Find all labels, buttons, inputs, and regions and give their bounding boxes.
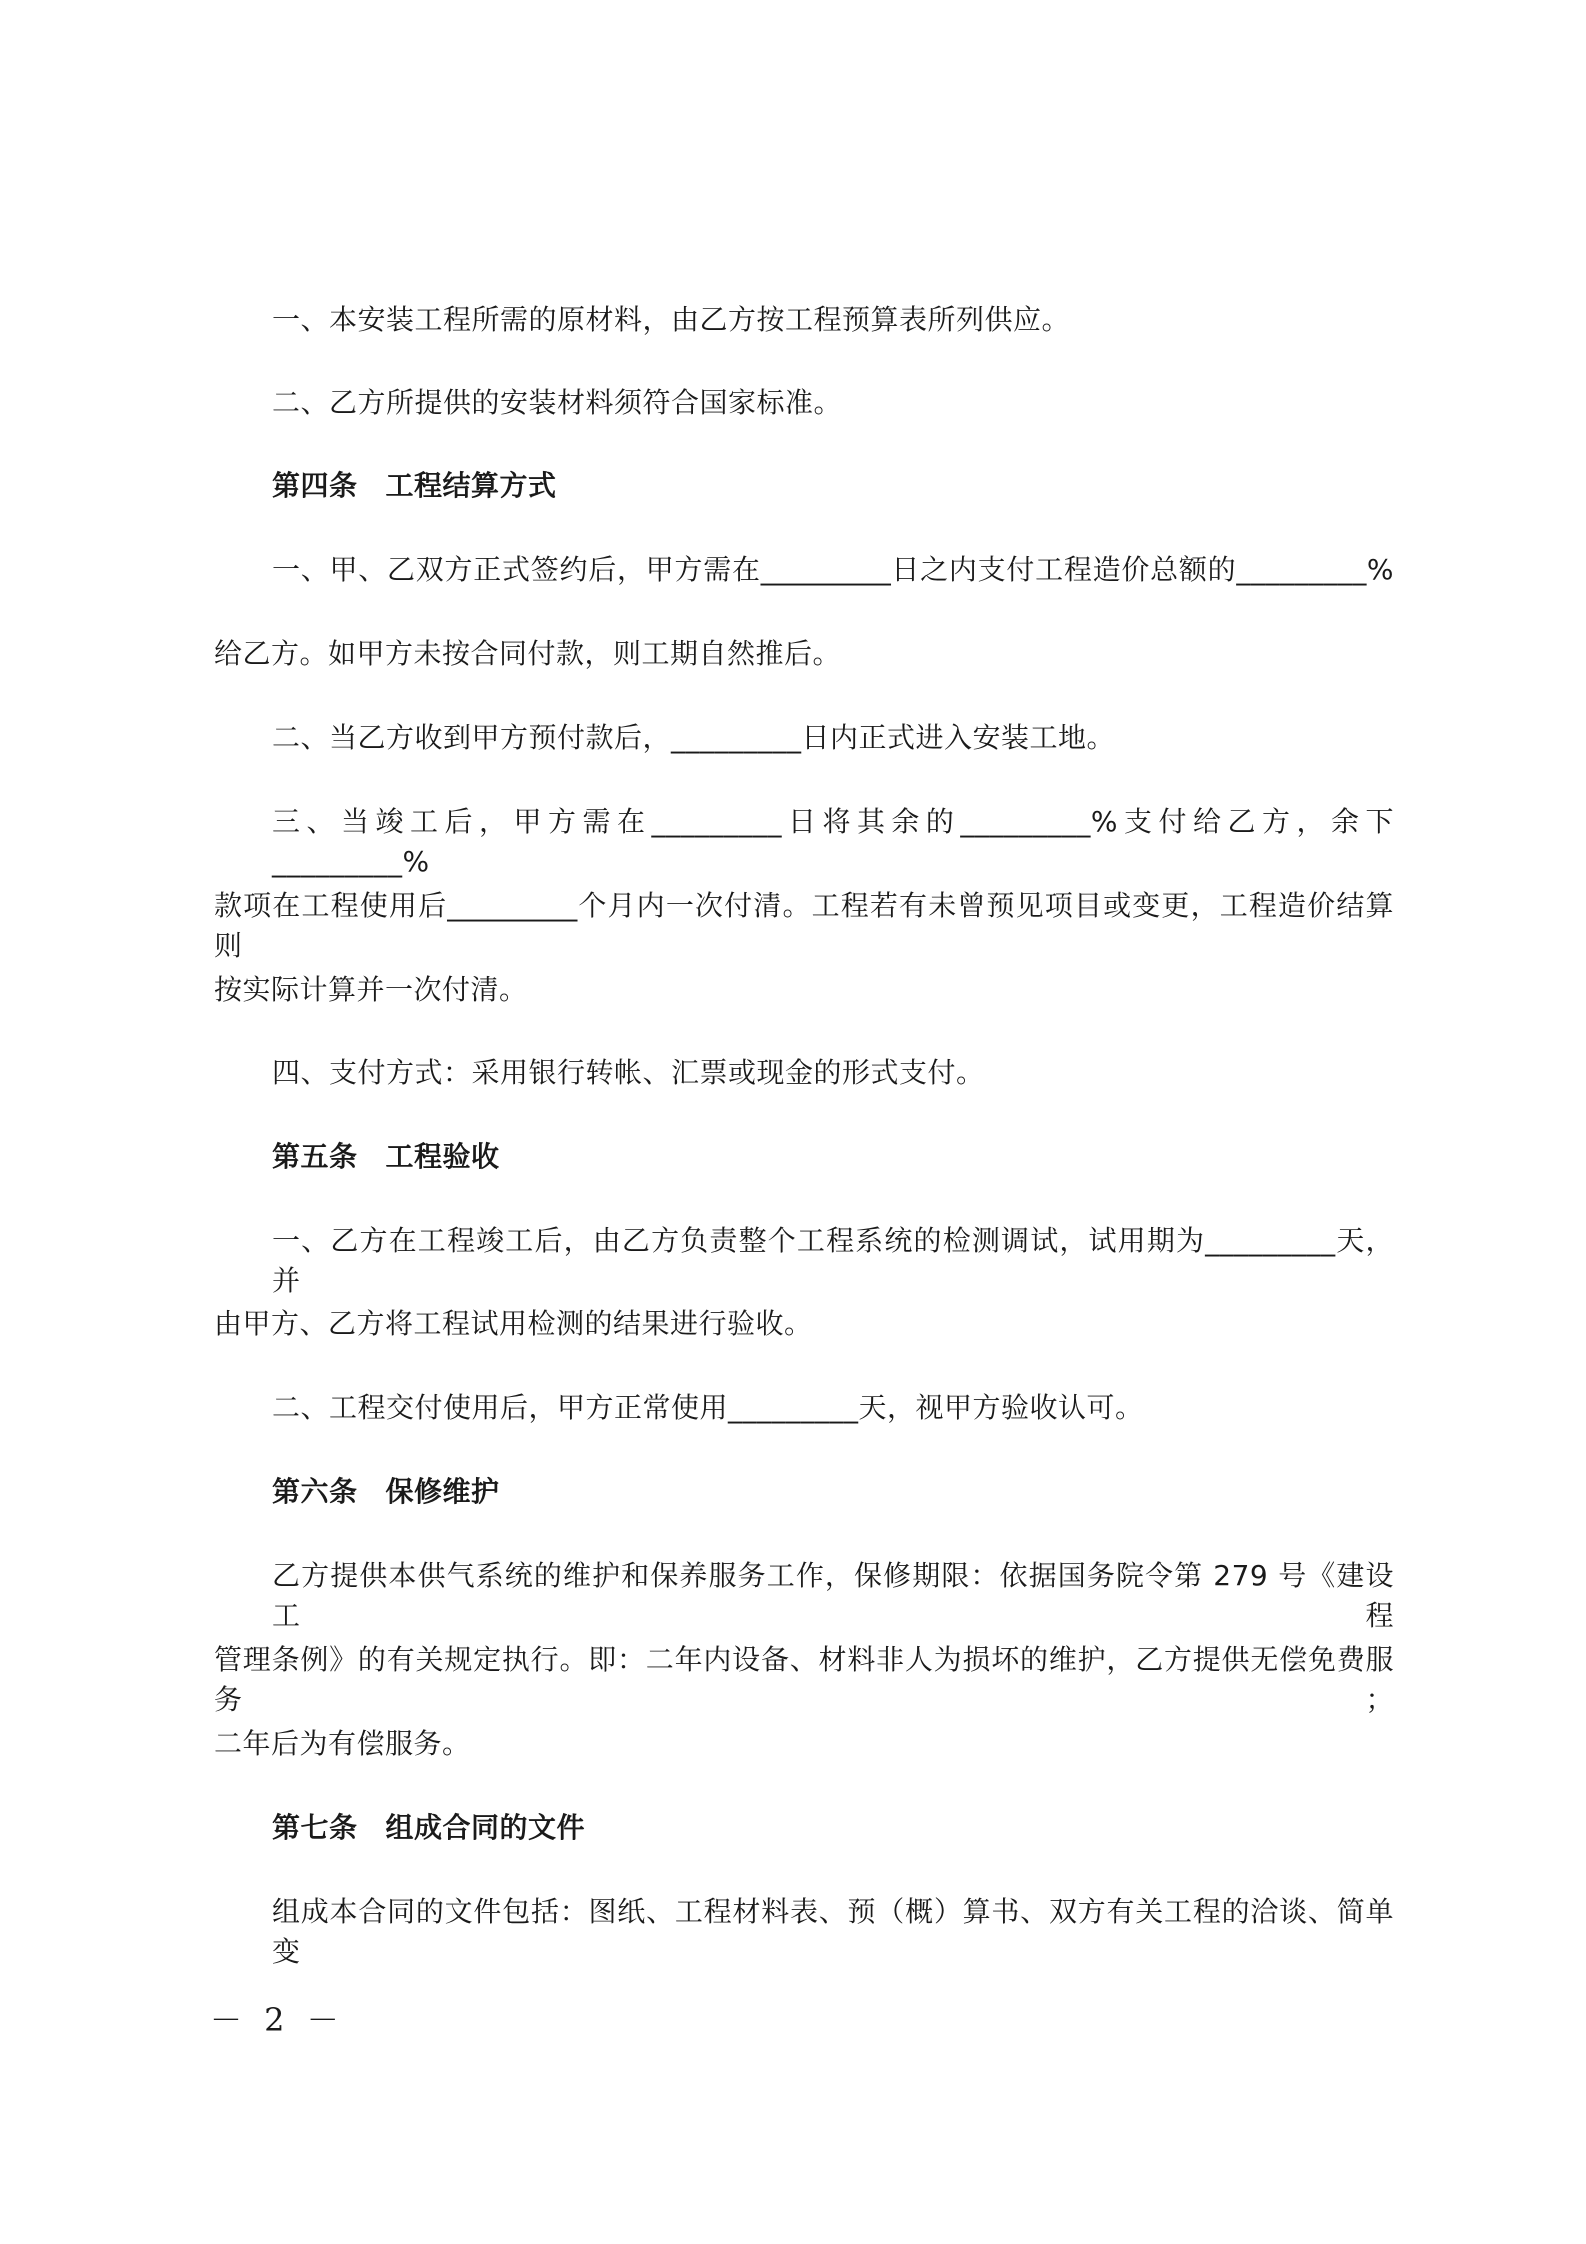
section-title: 工程结算方式 xyxy=(385,469,557,502)
paragraph-line: 给乙方。如甲方未按合同付款，则工期自然推后。 xyxy=(214,637,842,670)
page-number: － 2 － xyxy=(210,2001,345,2039)
paragraph-line: 乙方提供本供气系统的维护和保养服务工作，保修期限：依据国务院令第 279 号《建设工程 xyxy=(272,1559,1394,1632)
section-number: 第七条 xyxy=(272,1811,358,1844)
paragraph-line: 组成本合同的文件包括：图纸、工程材料表、预（概）算书、双方有关工程的洽谈、简单变 xyxy=(272,1895,1394,1968)
paragraph-line: 二年后为有偿服务。 xyxy=(214,1727,471,1760)
section-number: 第四条 xyxy=(272,469,358,502)
section-title: 保修维护 xyxy=(385,1475,500,1508)
paragraph-line: 一、乙方在工程竣工后，由乙方负责整个工程系统的检测调试，试用期为_________天，并 xyxy=(272,1224,1394,1297)
section-title: 工程验收 xyxy=(385,1140,500,1173)
paragraph-line: 四、支付方式：采用银行转帐、汇票或现金的形式支付。 xyxy=(272,1056,985,1089)
paragraph-line: 二、乙方所提供的安装材料须符合国家标准。 xyxy=(272,386,843,419)
paragraph-line: 一、甲、乙双方正式签约后，甲方需在_________日之内支付工程造价总额的_________% xyxy=(272,553,1394,586)
section-number: 第五条 xyxy=(272,1140,358,1173)
paragraph-line: 三、当竣工后，甲方需在_________日将其余的_________%支付给乙方，余下_________% xyxy=(272,805,1394,878)
paragraph-line: 由甲方、乙方将工程试用检测的结果进行验收。 xyxy=(214,1307,813,1340)
section-heading-6 xyxy=(272,1472,1394,1512)
section-heading-7 xyxy=(272,1808,1394,1848)
paragraph-line: 二、工程交付使用后，甲方正常使用_________天，视甲方验收认可。 xyxy=(272,1391,1144,1424)
section-heading-5 xyxy=(272,1137,1394,1177)
paragraph-line: 按实际计算并一次付清。 xyxy=(214,973,528,1006)
paragraph-line: 二、当乙方收到甲方预付款后，_________日内正式进入安装工地。 xyxy=(272,721,1116,754)
section-title: 组成合同的文件 xyxy=(385,1811,586,1844)
paragraph-line: 款项在工程使用后_________个月内一次付清。工程若有未曾预见项目或变更，工程造价结算则 xyxy=(214,889,1394,962)
section-heading-4 xyxy=(272,466,1394,506)
paragraph-line: 一、本安装工程所需的原材料，由乙方按工程预算表所列供应。 xyxy=(272,303,1071,336)
section-number: 第六条 xyxy=(272,1475,358,1508)
paragraph-line: 管理条例》的有关规定执行。即：二年内设备、材料非人为损坏的维护，乙方提供无偿免费服务； xyxy=(214,1643,1394,1716)
